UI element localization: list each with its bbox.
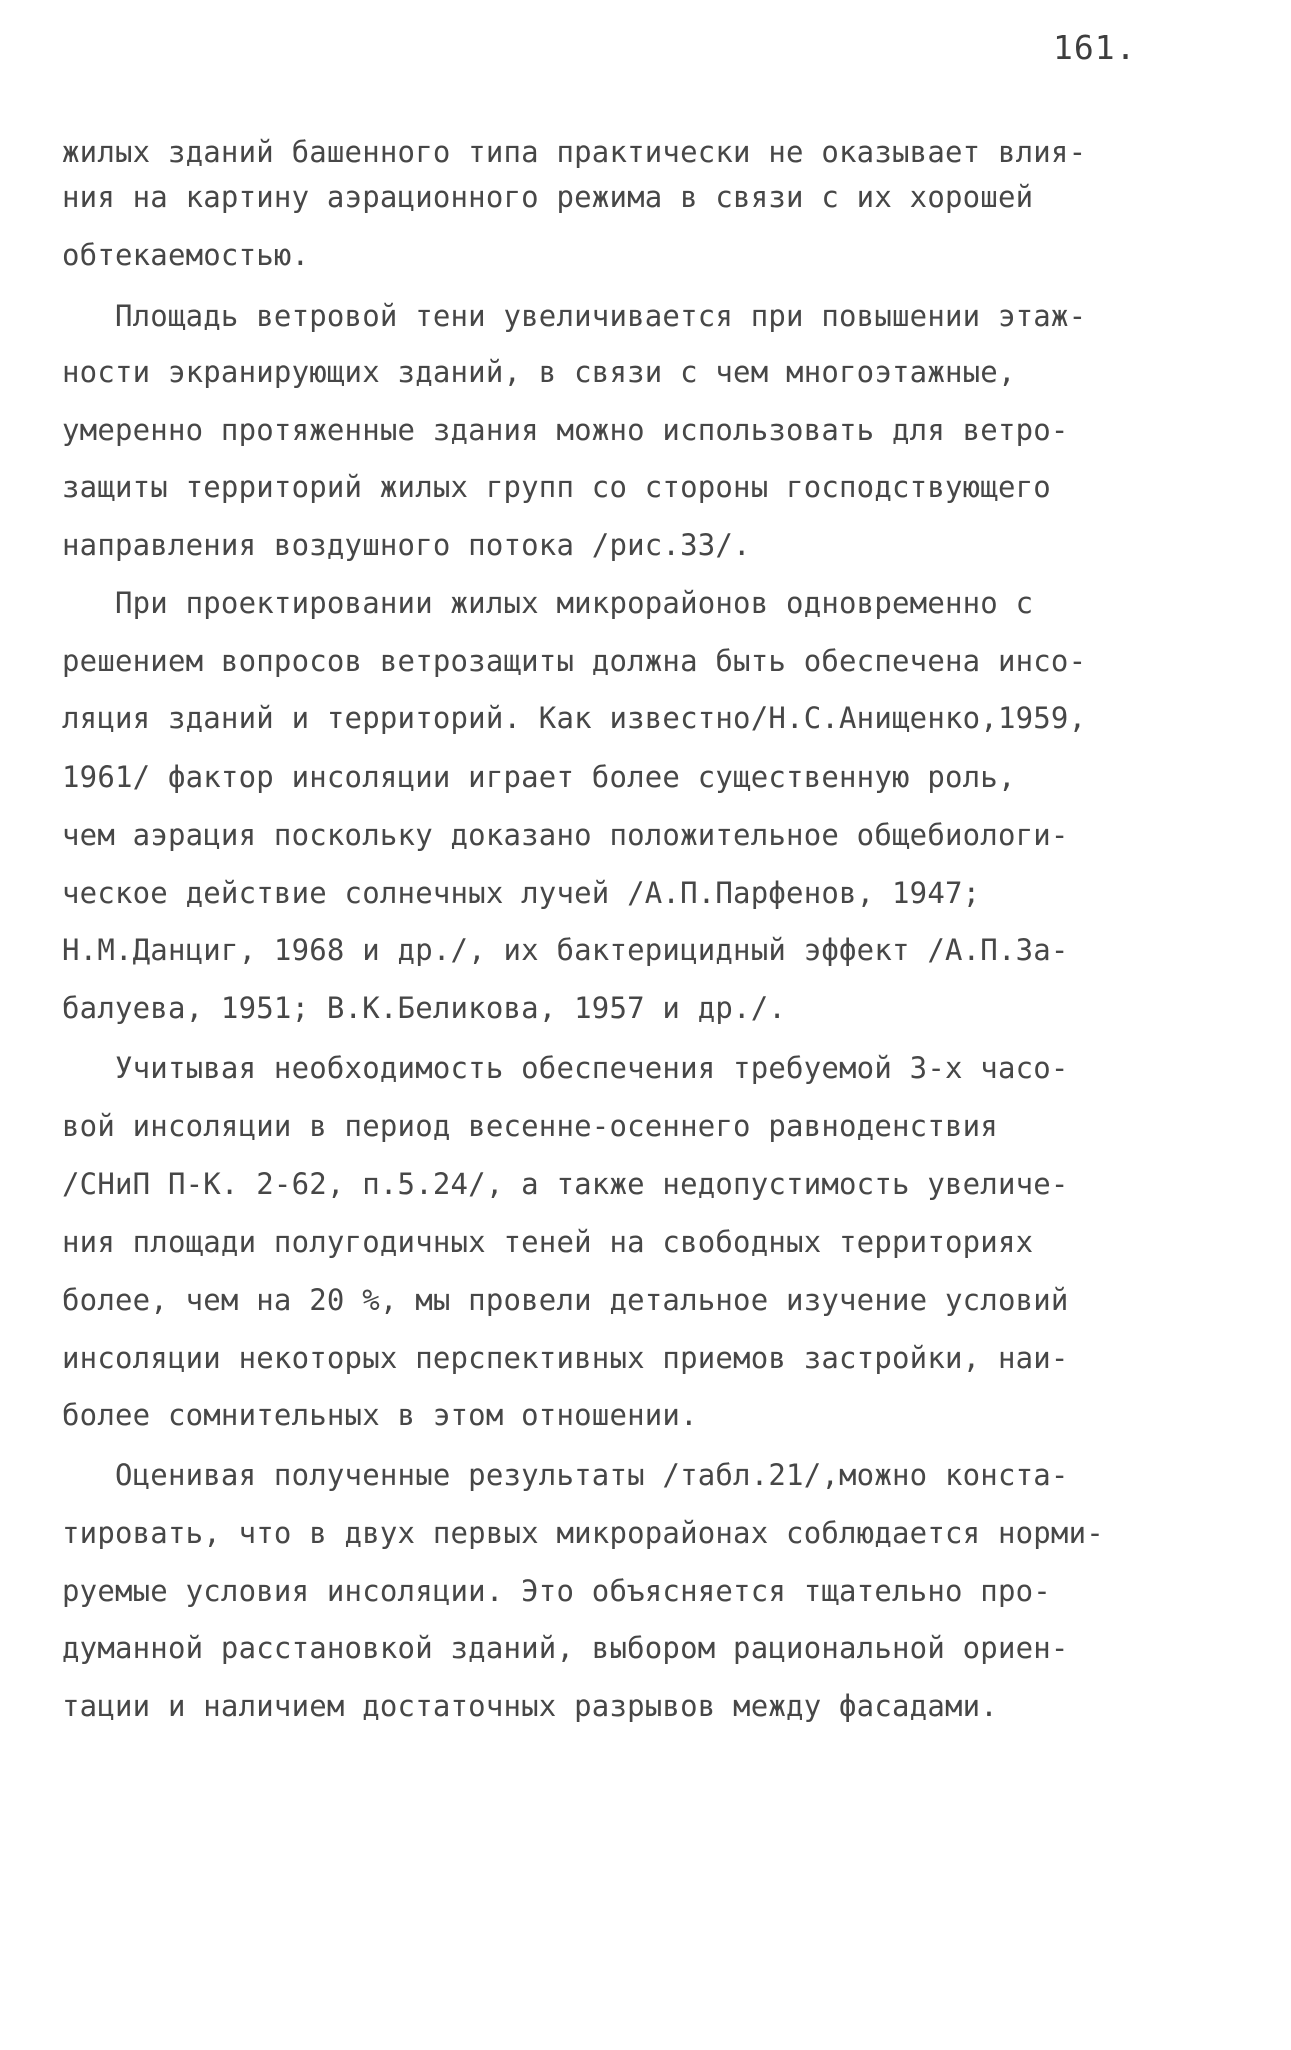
text-line: решением вопросов ветрозащиты должна быть обеспечена инсо- (62, 644, 1087, 678)
text-line: ности экранирующих зданий, в связи с чем многоэтажные, (62, 355, 1016, 389)
text-line: Н.М.Данциг, 1968 и др./, их бактерицидный эффект /А.П.За- (62, 933, 1069, 967)
text-line: Площадь ветровой тени увеличивается при повышении этаж- (62, 299, 1087, 333)
text-line: ния на картину аэрационного режима в связи с их хорошей (62, 180, 1034, 214)
text-line: тации и наличием достаточных разрывов между фасадами. (62, 1689, 998, 1723)
text-line: Учитывая необходимость обеспечения требуемой 3-х часо- (62, 1051, 1069, 1085)
text-line: более сомнительных в этом отношении. (62, 1398, 698, 1432)
text-line: балуева, 1951; В.К.Беликова, 1957 и др./. (62, 991, 787, 1025)
text-line: вой инсоляции в период весенне-осеннего равноденствия (62, 1109, 998, 1143)
text-line: 1961/ фактор инсоляции играет более существенную роль, (62, 760, 1016, 794)
text-line: умеренно протяженные здания можно использовать для ветро- (62, 413, 1069, 447)
text-line: инсоляции некоторых перспективных приемов застройки, наи- (62, 1341, 1069, 1375)
text-line: обтекаемостью. (62, 238, 310, 272)
text-line: защиты территорий жилых групп со стороны господствующего (62, 470, 1051, 504)
text-line: ния площади полугодичных теней на свободных территориях (62, 1225, 1034, 1259)
text-line: Оценивая полученные результаты /табл.21/,можно конста- (62, 1458, 1069, 1492)
text-line: При проектировании жилых микрорайонов одновременно с (62, 586, 1034, 620)
text-line: более, чем на 20 %, мы провели детальное изучение условий (62, 1283, 1069, 1317)
page-number: 161. (1053, 28, 1137, 67)
text-line: жилых зданий башенного типа практически не оказывает влия- (62, 135, 1087, 169)
text-line: думанной расстановкой зданий, выбором рациональной ориен- (62, 1631, 1069, 1665)
text-line: чем аэрация поскольку доказано положительное общебиологи- (62, 818, 1069, 852)
text-line: ческое действие солнечных лучей /А.П.Парфенов, 1947; (62, 876, 981, 910)
text-line: руемые условия инсоляции. Это объясняется тщательно про- (62, 1574, 1051, 1608)
text-line: /СНиП П-К. 2-62, п.5.24/, а также недопустимость увеличе- (62, 1167, 1069, 1201)
text-line: направления воздушного потока /рис.33/. (62, 528, 751, 562)
text-line: ляция зданий и территорий. Как известно/Н.С.Анищенко,1959, (62, 701, 1087, 735)
text-line: тировать, что в двух первых микрорайонах соблюдается норми- (62, 1516, 1104, 1550)
